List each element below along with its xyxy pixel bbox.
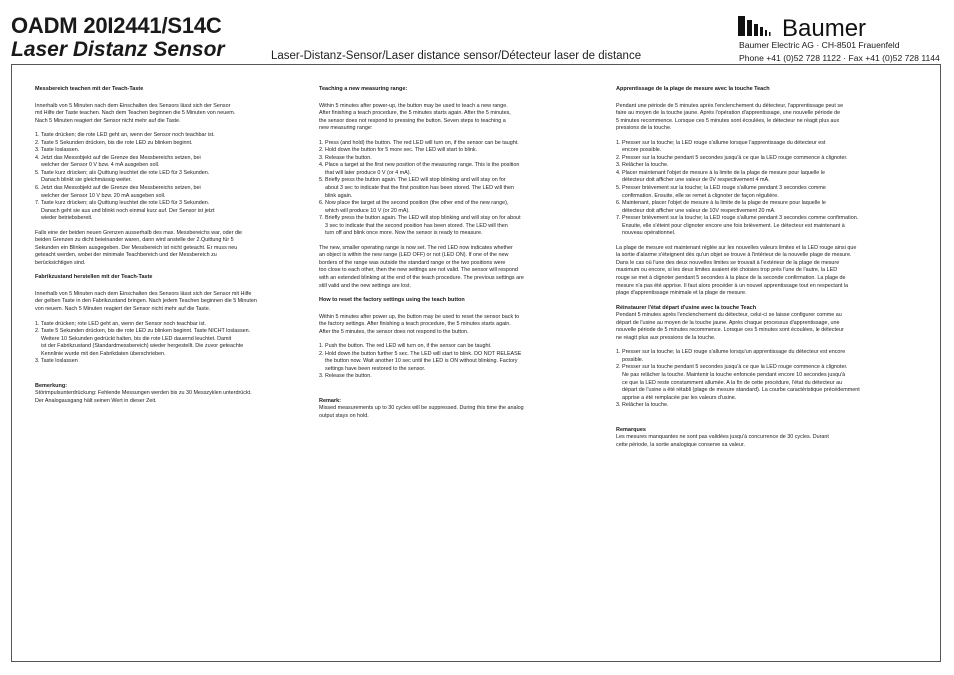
- step-item: 2. Presser sur la touche pendant 5 secondes jusqu'à ce que la LED rouge commence à clignoter.: [616, 154, 848, 161]
- product-name-title: Laser Distanz Sensor: [11, 38, 225, 61]
- section-intro: Within 5 minutes after power-up, the button may be used to teach a new range. After finishing a teach procedure, the 5 minutes starts again. After the 5 minutes, the sensor does not respond to pressing the button. Seven steps to teaching a new measuring range:: [319, 102, 511, 132]
- company-address: [739, 39, 940, 64]
- step-item: 5. Briefly press the button again. The LED will stop blinking and will stay on for about 3 sec to indicate that the first position has been stored. The LED will then blink again.: [319, 177, 514, 199]
- logo-bar-2: [747, 20, 752, 36]
- logo-bar-4: [760, 27, 763, 36]
- section-intro: Pendant une période de 5 minutes après l'enclenchement du détecteur, l'apprentissage peut se faire au moyen de la touche jaune. Après l'opération d'apprentissage, une nouvelle période de 5 minutes recommence. Lorsque ces 5 minutes sont écoulées, le détecteur ne réagit plus aux pressions de la touche.: [616, 102, 844, 132]
- step-item: 1. Push the button. The red LED will turn on, if the sensor can be taught.: [319, 343, 492, 350]
- english-column: [319, 86, 559, 428]
- step-item: 1. Taste drücken; rote LED geht an, wenn der Sensor noch teachbar ist.: [35, 320, 207, 327]
- remark-text: Missed measurements up to 30 cycles will be suppressed. During this time the analog output stays on hold.: [319, 405, 524, 419]
- remark-heading: Remark:: [319, 397, 342, 404]
- step-item: 3. Release the button.: [319, 154, 372, 161]
- section-heading: Apprentissage de la plage de mesure avec la touche Teach: [616, 86, 770, 92]
- step-item: 7. Presser brièvement sur la touche; la LED rouge s'allume pendant 3 secondes comme confirmation. Ensuite, elle s'éteint pour clignoter encore une fois brièvement. Le détecteur est maintenant à nouveau opérationnel.: [616, 215, 859, 237]
- remark-heading: Remarques: [616, 426, 646, 433]
- step-item: 2. Taste 5 Sekunden drücken, bis die rote LED zu blinken beginnt. Taste NICHT loslassen. Weitere 10 Sekunden gedrückt halten, bis die rote LED dauernd leuchtet. Damit ist der Fabrikzustand (Standardmessbereich) wieder hergestellt. Die zuvor geteachte Kennlinie wurde mit den Fabrikdaten überschrieben.: [35, 328, 251, 357]
- logo-bar-3: [754, 24, 758, 36]
- baumer-logo: [738, 14, 873, 40]
- step-item: 6. Jetzt das Messobjekt auf die Grenze des Messbereichs setzen, bei welcher der Sensor 10 V bzw. 20 mA ausgeben soll.: [35, 184, 201, 199]
- step-item: 6. Now place the target at the second position (the other end of the new range), which will produce 10 V (or 20 mA).: [319, 200, 509, 214]
- section-note: The new, smaller operating range is now set. The red LED now indicates whether an object is within the new range (LED OFF) or not (LED ON). If one of the new borders of the range was outside the standard range or the two positions were too close to each other, then the new settings are not valid. The sensor will respond with an extended blinking at the end of the teach procedure. The previous settings are still valid and the new settings are lost.: [319, 244, 524, 289]
- step-item: 6. Maintenant, placer l'objet de mesure à la limite de la plage de mesure pour laquelle le détecteur doit afficher une valeur de 10V respectivement 20 mA.: [616, 200, 826, 214]
- step-item: 1. Presser sur la touche; la LED rouge s'allume lorsque l'apprentissage du détecteur est encore possible.: [616, 139, 826, 154]
- remark-text: Störimpulsunterdrückung: Fehlende Messungen werden bis zu 30 Messzyklen unterdrückt. Der Analogausgang hält seinen Wert in dieser Zeit.: [35, 390, 252, 404]
- remark-text: Les mesures manquantes ne sont pas validées jusqu'à concurrence de 30 cycles. Durant cette période, la sortie analogique conserve sa valeur.: [616, 434, 829, 448]
- step-item: 2. Presser sur la touche pendant 5 secondes jusqu'à ce que la LED rouge commence à clignoter. Ne pas relâcher la touche. Maintenir la touche enfoncée pendant encore 10 secondes jusqu'à ce que la LED reste constamment allumée. A la fin de cette procédure, l'état du détecteur au départ de l'usine a été rétabli (plage de mesure standard). La courbe caractéristique précédemment apprise a été remplacée par les valeurs d'usine.: [616, 364, 860, 401]
- german-column: [35, 86, 275, 412]
- steps-list: [35, 132, 275, 223]
- step-item: 2. Hold down the button for 5 more sec. The LED will start to blink.: [319, 147, 478, 154]
- logo-wordmark: Baumer: [782, 15, 867, 40]
- step-item: 3. Release the button.: [319, 373, 372, 380]
- step-item: 5. Presser brièvement sur la touche; la LED rouge s'allume pendant 3 secondes comme confirmation. Ensuite, elle se remet à clignoter de façon régulière.: [616, 184, 826, 199]
- step-item: 4. Placer maintenant l'objet de mesure à la limite de la plage de mesure pour laquelle le détecteur doit afficher une valeur de 0V respectivement 4 mA.: [616, 169, 825, 184]
- document-subtitle: Laser-Distanz-Sensor/Laser distance sensor/Détecteur laser de distance: [271, 50, 642, 62]
- step-item: 1. Taste drücken; die rote LED geht an, wenn der Sensor noch teachbar ist.: [35, 132, 215, 139]
- section-heading: Réinstaurer l'état départ d'usine avec la touche Teach: [616, 304, 757, 311]
- step-item: 3. Relâcher la touche.: [616, 402, 669, 409]
- step-item: 4. Jetzt das Messobjekt auf die Grenze des Messbereichs setzen, bei welcher der Sensor 0 V bzw. 4 mA ausgeben soll.: [35, 154, 201, 169]
- section-heading: How to reset the factory settings using the teach button: [319, 297, 465, 304]
- section-intro: Innerhalb von 5 Minuten nach dem Einschalten des Sensors lässt sich der Sensor mit Hilfe der gelben Taste in den Fabrikzustand bringen. Nach jedem Teachen beginnen die 5 Minuten von neuem. Nach 5 Minuten reagiert der Sensor nicht mehr auf die Taste.: [35, 290, 257, 313]
- steps-list: [319, 343, 559, 381]
- step-item: 5. Taste kurz drücken; als Quittung leuchtet die rote LED für 3 Sekunden. Danach blinkt sie gleichmässig weiter.: [35, 169, 210, 184]
- logo-bar-5: [765, 30, 767, 36]
- section-intro: Innerhalb von 5 Minuten nach dem Einschalten des Sensors lässt sich der Sensor mit Hilfe der Taste teachen. Nach dem Teachen beginnen die 5 Minuten von neuem. Nach 5 Minuten reagiert der Sensor nicht mehr auf die Taste.: [35, 102, 236, 124]
- section-note: La plage de mesure est maintenant réglée sur les nouvelles valeurs limites et la LED rouge ainsi que la sortie d'alarme s'éteignent dès qu'un objet se trouve à l'intérieur de la nouvelle plage de mesure. Dans le cas où l'une des deux nouvelles limites se trouvait à l'extérieur de la plage de mesure maximum ou encore, si les deux limites avaient été choisies trop près l'une de l'autre, la LED rouge se met à clignoter pendant 5 secondes à la place de la seconde confirmation. La plage de mesure n'a pas été apprise. Il faut alors procéder à un nouvel apprentissage tout en respectant la plage d'apprentissage minimale et la plage de mesure.: [616, 244, 857, 297]
- step-item: 1. Press (and hold) the button. The red LED will turn on, if the sensor can be taught.: [319, 139, 519, 146]
- steps-list: [319, 140, 559, 238]
- step-item: 7. Briefly press the button again. The LED will stop blinking and will stay on for about 3 sec to indicate that the second position has been stored. The LED will then turn off and blink once more. Now the sensor is ready to measure.: [319, 215, 521, 237]
- company-contact-line: Phone +41 (0)52 728 1122 · Fax +41 (0)52 728 1144: [739, 52, 940, 63]
- section-intro: Within 5 minutes after power up, the button may be used to reset the sensor back to the factory settings. After finishing a teach procedure, the 5 minutes starts again. After the 5 minutes, the sensor does not respond to the button.: [319, 313, 520, 335]
- step-item: 1. Presser sur la touche; la LED rouge s'allume lorsqu'un apprentissage du détecteur est encore possible.: [616, 349, 846, 363]
- step-item: 2. Hold down the button further 5 sec. The LED will start to blink. DO NOT RELEASE the button now. Wait another 10 sec until the LED is ON without blinking. Factory settings have been restored to the sensor.: [319, 350, 522, 372]
- remark-heading: Bemerkung:: [35, 382, 68, 389]
- logo-bar-1: [738, 16, 745, 36]
- steps-list: [35, 321, 275, 366]
- step-item: 3. Taste loslassen: [35, 358, 78, 365]
- step-item: 3. Taste loslassen.: [35, 147, 80, 154]
- section-intro: Pendant 5 minutes après l'enclenchement du détecteur, celui-ci se laisse configurer comme au départ de l'usine au moyen de la touche jaune. Après chaque processus d'apprentissage, une nouvelle période de 5 minutes recommence. Lorsque ces 5 minutes sont écoulées, le détecteur ne réagit plus aux pressions de la touche.: [616, 312, 844, 341]
- section-heading: Fabrikzustand herstellen mit der Teach-Taste: [35, 274, 153, 281]
- logo-bar-6: [769, 32, 771, 36]
- french-column: [616, 86, 896, 456]
- steps-list: [616, 140, 896, 238]
- section-heading: Messbereich teachen mit der Teach-Taste: [35, 86, 144, 92]
- product-code-title: OADM 20I2441/S14C: [11, 13, 222, 38]
- step-item: 3. Relâcher la touche.: [616, 162, 669, 169]
- step-item: 4. Place a target at the first new position of the measuring range. This is the position that will later produce 0 V (or 4 mA).: [319, 162, 520, 176]
- steps-list: [616, 349, 896, 409]
- step-item: 2. Taste 5 Sekunden drücken, bis die rote LED zu blinken beginnt.: [35, 139, 193, 146]
- section-note: Falls eine der beiden neuen Grenzen ausserhalb des max. Messbereichs war, oder die beiden Grenzen zu dicht beieinander waren, dann wird anstelle der 2.Quittung für 5 Sekunden ein Blinken ausgegeben. Der Messbereich ist nicht geteacht. Er muss neu geteacht werden, wobei der minimale Teachbereich und der Messbereich zu berücksichtigen sind.: [35, 229, 243, 266]
- section-heading: Teaching a new measuring range:: [319, 86, 408, 92]
- company-name-line: Baumer Electric AG · CH-8501 Frauenfeld: [739, 40, 900, 50]
- step-item: 7. Taste kurz drücken; als Quittung leuchtet die rote LED für 3 Sekunden. Danach geht sie aus und blinkt noch einmal kurz auf. Der Sensor ist jetzt wieder betriebsbereit.: [35, 200, 215, 222]
